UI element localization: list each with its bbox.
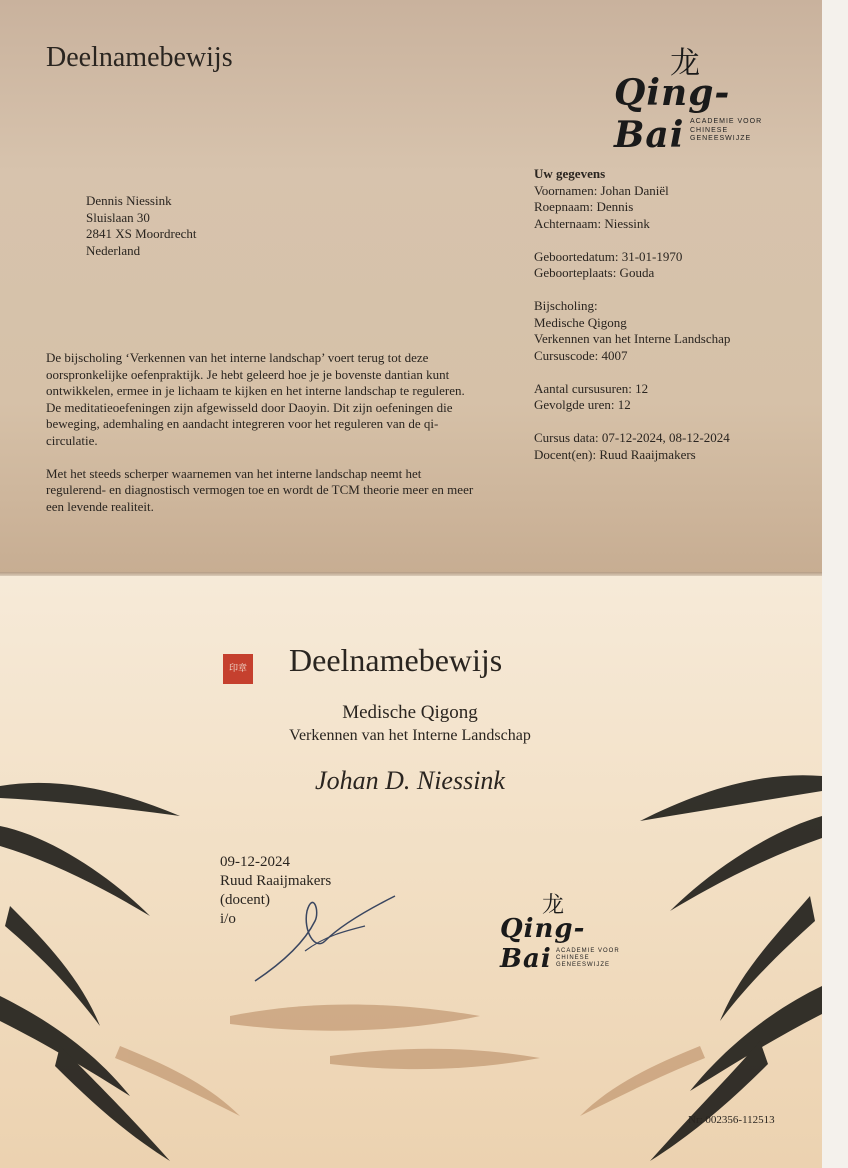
- detail-line: Roepnaam: Dennis: [534, 199, 634, 214]
- red-seal-stamp: 印章: [223, 654, 253, 684]
- qing-bai-logo: [612, 38, 782, 156]
- body-text: [46, 350, 473, 515]
- signer-role: (docent): [220, 892, 270, 908]
- detail-line: Verkennen van het Interne Landschap: [534, 331, 731, 346]
- address-line: 2841 XS Moordrecht: [86, 226, 197, 241]
- logo-sub-1: ACADEMIE VOOR: [690, 118, 763, 125]
- detail-line: Aantal cursusuren: 12: [534, 380, 649, 396]
- body-line: De meditatieoefeningen zijn afgewisseld door Daoyin. Dit zijn oefeningen die: [46, 399, 453, 415]
- course-subtitle: Verkennen van het Interne Landschap: [289, 727, 531, 744]
- detail-line: Bijscholing:: [534, 298, 598, 313]
- body-line: oorspronkelijke oefenpraktijk. Je hebt geleerd hoe je je bovenste dantian kunt: [46, 366, 450, 382]
- certificate-title: Deelnamebewijs: [289, 642, 503, 678]
- address-block: [86, 193, 197, 259]
- signer-name: Ruud Raaijmakers: [220, 873, 332, 889]
- detail-line: Geboortedatum: 31-01-1970: [534, 248, 683, 264]
- qing-bai-logo-small: [498, 888, 628, 978]
- body-line: ontwikkelen, ermee in je lichaam te kijken en het interne landschap te reguleren.: [46, 383, 465, 398]
- detail-line: [534, 414, 730, 431]
- detail-line: [534, 364, 730, 381]
- handwritten-signature: [245, 881, 405, 991]
- participant-name: Johan D. Niessink: [315, 766, 505, 795]
- address-line: Sluislaan 30: [86, 209, 150, 225]
- body-line: De bijscholing ‘Verkennen van het interne landschap’ voert terug tot deze: [46, 350, 429, 365]
- detail-line: Gevolgde uren: 12: [534, 397, 631, 412]
- detail-line: Cursus data: 07-12-2024, 08-12-2024: [534, 430, 730, 445]
- dragon-char: 龙: [670, 46, 700, 81]
- logo-wordmark: Qing-Bai: [500, 914, 586, 974]
- detail-line: Achternaam: Niessink: [534, 215, 650, 231]
- dragon-char: 龙: [542, 893, 565, 918]
- page-title: Deelnamebewijs: [46, 42, 233, 73]
- detail-line: [534, 232, 730, 249]
- logo-sub-1: ACADEMIE VOOR: [556, 948, 620, 954]
- body-line: circulatie.: [46, 432, 98, 448]
- detail-line: [534, 282, 730, 299]
- body-line: beweging, ademhaling en aandacht integreren voor het reguleren van de qi-: [46, 416, 439, 431]
- address-line: Nederland: [86, 242, 141, 258]
- letter-page: [0, 0, 822, 574]
- logo-sub-2: CHINESE GENEESWIJZE: [690, 127, 752, 142]
- body-line: [46, 449, 473, 466]
- logo-sub-2: CHINESE GENEESWIJZE: [556, 955, 611, 968]
- body-line: regulerend- en diagnostisch vermogen toe en wordt de TCM theorie meer en meer: [46, 482, 474, 497]
- detail-line: Cursuscode: 4007: [534, 347, 628, 363]
- detail-line: Voornamen: Johan Daniël: [534, 182, 669, 198]
- address-line: Dennis Niessink: [86, 193, 172, 208]
- detail-line: Medische Qigong: [534, 314, 627, 330]
- details-block: [534, 166, 730, 463]
- course-name: Medische Qigong: [342, 702, 478, 723]
- certificate-page: [0, 576, 822, 1168]
- logo-wordmark: Qing-Bai: [614, 72, 731, 156]
- body-line: Met het steeds scherper waarnemen van het interne landschap neemt het: [46, 465, 422, 481]
- detail-line: Geboorteplaats: Gouda: [534, 265, 655, 280]
- detail-line: Docent(en): Ruud Raaijmakers: [534, 446, 696, 462]
- details-heading: Uw gegevens: [534, 166, 606, 181]
- certificate-number: Nr: 002356-112513: [688, 1114, 775, 1126]
- issue-date: 09-12-2024: [220, 854, 290, 870]
- body-line: een levende realiteit.: [46, 498, 154, 514]
- signer-io: i/o: [220, 911, 236, 927]
